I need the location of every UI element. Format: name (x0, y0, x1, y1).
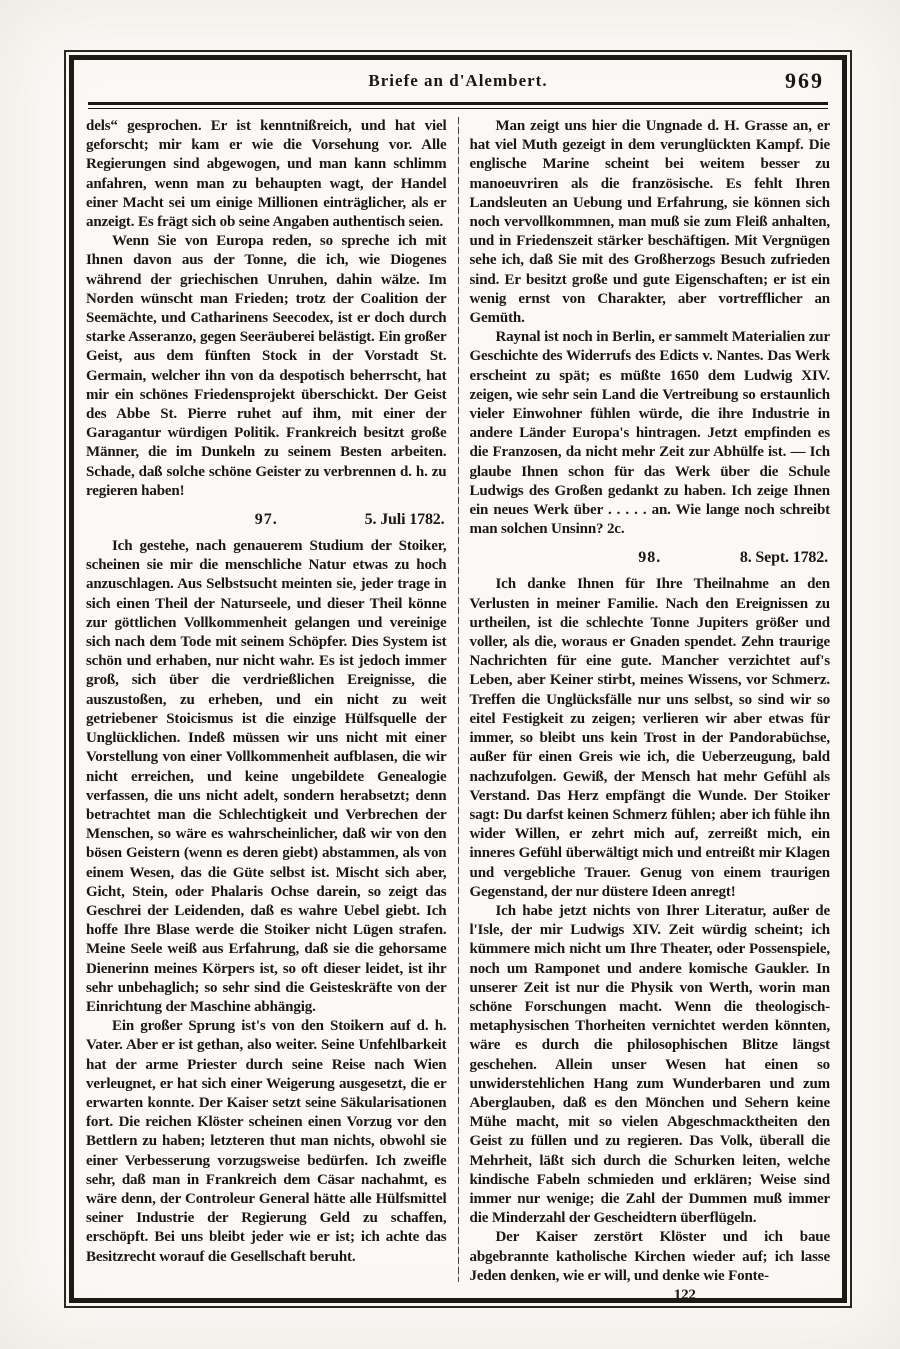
letter-97-paragraph-3: Man zeigt uns hier die Ungnade d. H. Grasse an, er hat viel Muth gezeigt in dem verunglückten Kampf. Die englische Marine scheint bei weitem besser zu manoeuvriren als die französische. Es fehlt Ihren Landsleuten an Uebung und Erfahrung, sie können sich noch vervollkommnen, man muß sie zum Fleiß anhalten, und in Friedenszeit stärker beschäftigen. Mit Vergnügen sehe ich, daß Sie mit des Großherzogs Besuch zufrieden sind. Er besitzt große und gute Eigenschaften; er ist ein wenig ernst von Charakter, aber vortrefflicher an Gemüth. (469, 118, 830, 327)
page-frame-inner (69, 55, 847, 1303)
letter-98-paragraph-3: Der Kaiser zerstört Klöster und ich baue abgebrannte katholische Kirchen wieder auf; ich lasse Jeden denken, wie er will, und denke wie Fonte- (469, 1229, 830, 1284)
page-header (86, 60, 830, 102)
header-rule (88, 102, 828, 109)
page-number: 969 (785, 68, 824, 93)
signature-mark: 122 (673, 1286, 696, 1303)
letter-96-continuation-paragraph: dels“ gesprochen. Er ist kenntnißreich, und hat viel geforscht; mir kam er wie die Vorsehung vor. Alle Regierungen sind abgewogen, und man kann schlimm anfahren, wenn man zu behaupten wagt, der Handel einer Macht sei um einige Millionen einträglicher, als er anzeigt. Es frägt sich ob seine Angaben authentisch seien. (86, 118, 447, 231)
letter-97-date: 5. Juli 1782. (364, 511, 445, 529)
letter-98-paragraph-1: Ich danke Ihnen für Ihre Theilnahme an den Verlusten in meiner Familie. Nach den Ereignissen zu urtheilen, ist die schlechte Tonne Jupiters größer und voller, als die, woraus er Gnaden spendet. Zehn traurige Nachrichten für eine gute. Mancher verzichtet auf's Leben, aber Keiner stirbt, meines Wissens, vor Schmerz. Treffen die Unglücksfälle nur uns selbst, so sind wir so eitel Festigkeit zu zeigen; verlieren wir aber etwas für immer, so bleibt uns kein Trost in der Pandorabüchse, außer für einen Greis wie ich, die Ueberzeugung, bald nachzufolgen. Gewiß, der Mensch hat mehr Gefühl als Verstand. Das Herz empfängt die Wunde. Der Stoiker sagt: Du darfst keinen Schmerz fühlen; aber ich fühle ihn wider Willen, er zehrt mich auf, zerreißt mich, ein inneres Gefühl überwältigt mich und entreißt mir Klagen und vergebliche Trauer. Genug von einem traurigen Gegenstand, der nur düstere Ideen anregt! (469, 576, 830, 900)
letter-96-paragraph: Wenn Sie von Europa reden, so spreche ich mit Ihnen davon aus der Tonne, die ich, wie Diogenes während der griechischen Unruhen, dahin wälze. Im Norden wünscht man Frieden; trotz der Coalition der Seemächte, und Catharinens Seecodex, ist er doch durch starke Asseranzo, gegen Seeräuberei belästigt. Ein großer Geist, aus dem fünften Stock in der Vorstadt St. Germain, welcher ihn von da despotisch beherrscht, hat mir ein schönes Friedensprojekt überschickt. Der Geist des Abbe St. Pierre ruhet auf ihm, mit einer der Garagantur würdigen Politik. Frankreich besitzt große Männer, die im Dunkeln zu seinem Besten arbeiten. Schade, daß solche schöne Geister zu verbrennen d. h. zu regieren haben! (86, 233, 447, 499)
letter-98-number: 98. (638, 549, 662, 567)
letter-97-paragraph-4: Raynal ist noch in Berlin, er sammelt Materialien zur Geschichte des Widerrufs des Edicts v. Nantes. Das Werk erscheint zu spät; es müßte 1650 dem Ludwig XIV. zeigen, wie sehr sein Land die Vertreibung so erstaunlich vieler Einwohner fühlen würde, die ihre Industrie in andere Länder Europa's hintragen. Jetzt empfinden es die Franzosen, da nicht mehr Zeit zur Abhülfe ist. — Ich glaube Ihnen schon für das Werk über die Schule Ludwigs des Großen gedankt zu haben. Ich zeige Ihnen ein neues Werk über . . . . . an. Wie lange noch schreibt man solchen Unsinn? 2c. (469, 329, 830, 538)
right-column (459, 117, 831, 1303)
text-columns (86, 117, 830, 1303)
letter-98-heading (470, 548, 831, 570)
letter-97-paragraph-2: Ein großer Sprung ist's von den Stoikern auf d. h. Vater. Aber er ist gethan, also weiter. Seine Unfehlbarkeit hat der arme Priester durch seine Reise nach Wien verleugnet, er hat sich einer Weigerung ausgesetzt, die er erwarten konnte. Der Kaiser setzt seine Säkularisationen fort. Die reichen Klöster scheinen einen Vorzug vor den Bettlern zu haben; letzteren thut man nichts, obwohl sie einer Verbesserung vorzugsweise bedürfen. Ich zweifle sehr, daß man in Frankreich dem Cäsar nachahmt, es wäre denn, der Controleur General hätte alle Hülfsmittel seiner Industrie der Regierung Geld zu schaffen, erschöpft. Bei uns bleibt jeder wie er ist; ich achte das Besitzrecht worauf die Gesellschaft beruht. (86, 1018, 447, 1265)
letter-98-paragraph-2: Ich habe jetzt nichts von Ihrer Literatur, außer de l'Isle, der mir Ludwigs XIV. Zeit würdig scheint; ich kümmere mich nicht um Ihre Theater, oder Possenspiele, noch um Ramponet und andere komische Gaukler. In unserer Zeit ist nur die Physik von Werth, worin man schöne Forschungen macht. Wenn die theologisch-metaphysischen Thorheiten vernichtet werden könnten, wäre es durch die philosophischen Blitze längst geschehen. Allein unser Wesen hat einen so unwiderstehlichen Hang zum Wunderbaren und zum Aberglauben, daß es den Mönchen und Sehern keine Mühe macht, mit so vielen Abgeschmacktheiten den Geist zu füllen und zu regieren. Das Volk, überall die Mehrheit, läßt sich durch die Schurken leiten, welche kindische Fabeln schmieden und erklären; Weise sind immer nur wenige; die Zahl der Dummen muß immer die Minderzahl der Gescheidtern überflügeln. (469, 902, 830, 1227)
page-frame-outer (64, 50, 852, 1308)
letter-97-paragraph-1: Ich gestehe, nach genauerem Studium der Stoiker, scheinen sie mir die menschliche Natur etwas zu hoch anzuschlagen. Aus Selbstsucht meinten sie, jeder trage in sich einen Theil der Naturseele, und dieser Theil könne zur göttlichen Vollkommenheit gelangen und vereinige sich nach dem Tode mit seinem Schöpfer. Dies System ist schön und erhaben, nur nicht wahr. Es ist jedoch immer groß, sich über die verdrießlichen Ereignisse, die auszustoßen, zu erheben, und ein nicht zu weit getriebener Stoicismus ist die einzige Hülfsquelle der Unglücklichen. Indeß müssen wir uns nicht mit einer Vorstellung von einer Vollkommenheit aufblasen, die wir nicht erreichen, und keine ungebildete Genealogie verfassen, die uns nicht adelt, sondern herabsetzt; denn betrachtet man die Schlechtigkeit und Verbrechen der Menschen, so wäre es wahrscheinlicher, daß wir von den bösen Geistern (wenn es deren giebt) abstammen, als von einem Wesen, das die Güte selbst ist. Mischt sich aber, Gicht, Stein, oder Phalaris Ochse darein, so zeigt das Geschrei der Leidenden, daß es wahre Uebel giebt. Ich hoffe Ihre Blase werde die Stoiker nicht Lügen strafen. Meine Seele weiß aus Erfahrung, daß sie die gehorsame Dienerinn meines Körpers ist, so oft dieser leidet, ist ihr sehr unbehaglich; so sehr sind die Geisteskräfte von der Einrichtung der Maschine abhängig. (86, 538, 447, 1015)
page-title: Briefe an d'Alembert. (368, 71, 548, 90)
letter-98-date: 8. Sept. 1782. (739, 549, 828, 567)
letter-97-number: 97. (254, 511, 278, 529)
letter-97-heading (86, 510, 447, 532)
left-column (86, 117, 458, 1282)
